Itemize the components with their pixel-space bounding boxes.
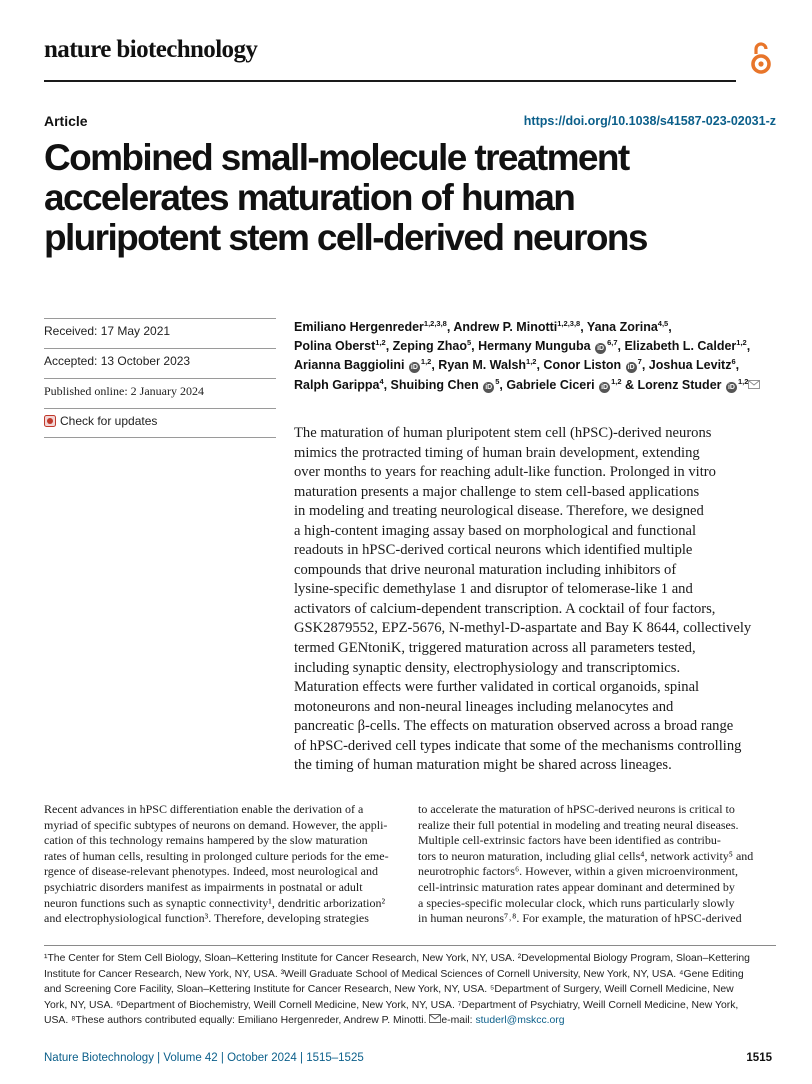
footnote-rule (44, 945, 776, 946)
header-rule (44, 80, 736, 82)
orcid-icon[interactable]: iD (410, 364, 418, 372)
body-column-right (418, 802, 778, 927)
body-line: realize their full potential in modeling and treating neural diseases. (418, 817, 739, 832)
body-line: rgence of disease-relevant phenotypes. Indeed, most neurological and (44, 864, 378, 879)
abstract-line: the timing of human maturation might be shared across lineages. (294, 757, 672, 774)
title-line: accelerates maturation of human (44, 177, 575, 218)
author-line: Arianna Baggiolini iD$^{1,2}$, Ryan M. Walsh$^{1,2}$, Conor Liston $iD^7$, Joshua Levitz$^6$, (294, 357, 740, 373)
abstract-line: over months to years for reaching adult-like function. Prolonged in vitro (294, 464, 716, 481)
abstract-line: mimics the protracted timing of human brain development, extending (294, 444, 700, 461)
footer-journal[interactable]: Nature Biotechnology (44, 1052, 154, 1064)
abstract-line: readouts in hPSC-derived cortical neurons which identified multiple (294, 542, 693, 559)
abstract-line: pancreatic β-cells. The effects on maturation observed across a broad range (294, 718, 734, 735)
author-line: Ralph Garippa$^4$, Shuibing Chen $iD^5$, Gabriele Ciceri iD$^{1,2}$ & Lorenz Studer iD$^{1,2}$ (294, 376, 774, 395)
journal-logo: nature biotechnology (44, 36, 258, 63)
abstract (294, 424, 780, 776)
abstract-line: Maturation effects were further validated in cortical organoids, spinal (294, 679, 700, 696)
body-line: cation of this technology remains hampered by the slow maturation (44, 833, 368, 848)
body-line: in human neurons⁷˒⁸. For example, the maturation of hPSC-derived (418, 911, 742, 926)
check-updates-button[interactable] (44, 408, 276, 438)
article-type-label: Article (44, 113, 88, 129)
abstract-line: GSK2879552, EPZ-5676, N-methyl-D-aspartate and Bay K 8644, collectively (294, 620, 752, 637)
footer-volume: Volume 42 (163, 1052, 218, 1064)
article-history (44, 318, 276, 438)
orcid-icon[interactable]: iD (601, 383, 609, 391)
footnote-line: York, NY, USA. ⁶Department of Biochemistry, Weill Cornell Medicine, New York, NY, USA. ⁷Department of Psychiatry, Weill Cornell Medicine, New York, (44, 999, 739, 1011)
footer-pages: 1515–1525 (306, 1052, 364, 1064)
orcid-icon[interactable]: iD (485, 383, 493, 391)
abstract-line: a high-content imaging assay based on morphological and functional (294, 522, 697, 539)
article-title (44, 138, 784, 258)
footer-citation: Nature Biotechnology | Volume 42 | October 2024 | 1515–1525 (44, 1052, 364, 1064)
open-access-icon (748, 40, 774, 76)
abstract-line: motoneurons and non-neural lineages including melanocytes and (294, 698, 674, 715)
footnote-line: ¹The Center for Stem Cell Biology, Sloan–Kettering Institute for Cancer Research, New York, NY, USA. ²Developmental Biology Program, Sloan–Kettering (44, 953, 750, 964)
body-line: neuron functions such as synaptic connectivity¹, dendritic arborization² (44, 895, 386, 910)
received-date: Received: 17 May 2021 (44, 318, 276, 348)
body-column-left (44, 802, 400, 927)
footnote-line-last (44, 1013, 784, 1029)
accepted-date: Accepted: 13 October 2023 (44, 348, 276, 378)
author-line: Emiliano Hergenreder$^{1,2,3,8}$, Andrew P. Minotti$^{1,2,3,8}$, Yana Zorina$^{4,5}$, (294, 318, 672, 334)
footer-date: October 2024 (227, 1052, 297, 1064)
body-line: neurotrophic factors⁶. However, within a given microenvironment, (418, 864, 738, 879)
abstract-line: The maturation of human pluripotent stem cell (hPSC)-derived neurons (294, 425, 712, 441)
footnote-line: and Screening Core Facility, Sloan–Kettering Institute for Cancer Research, New York, NY, USA. ⁵Department of Surgery, Weill Cornell Medicine, New (44, 984, 734, 996)
body-line: psychiatric disorders manifest as impairments in postnatal or adult (44, 879, 363, 894)
abstract-line: lysine-specific demethylase 1 and disruptor of telomerase-like 1 and (294, 581, 693, 598)
abstract-line: including synaptic density, electrophysiology and transcriptomics. (294, 659, 681, 676)
footnote-line: Institute for Cancer Research, New York, NY, USA. ³Weill Graduate School of Medical Sciences of Cornell University, New York, NY, USA. ⁴Gene Editing (44, 968, 744, 980)
mail-icon (429, 1014, 441, 1023)
author-list (294, 318, 774, 395)
body-line: rates of human cells, resulting in prolonged culture periods for the eme- (44, 848, 389, 863)
affiliations (44, 951, 784, 1029)
email-link[interactable]: studerl@mskcc.org (475, 1015, 565, 1027)
email-label: e-mail: (441, 1015, 476, 1027)
check-updates-label: Check for updates (60, 414, 158, 428)
body-line: cell-intrinsic maturation rates appear dominant and determined by (418, 879, 735, 894)
body-line: a species-specific molecular clock, which runs particularly slowly (418, 895, 735, 910)
orcid-icon[interactable]: iD (727, 383, 735, 391)
body-line: and electrophysiological function³. Therefore, developing strategies (44, 911, 369, 926)
body-line: Multiple cell-extrinsic factors have been identified as contribu- (418, 833, 721, 848)
body-line: tors to neuron maturation, including glial cells⁴, network activity⁵ and (418, 848, 754, 863)
abstract-line: compounds that drive neuronal maturation including inhibitors of (294, 561, 677, 578)
mail-icon[interactable] (748, 380, 760, 389)
page-number: 1515 (746, 1052, 772, 1064)
title-line: pluripotent stem cell-derived neurons (44, 217, 647, 258)
author-line: Polina Oberst$^{1,2}$, Zeping Zhao$^5$, Hermany Munguba iD$^{6,7}$, Elizabeth L. Calder$^{1,2}$, (294, 338, 751, 354)
body-line: myriad of specific subtypes of neurons on demand. However, the appli- (44, 817, 388, 832)
abstract-line: in modeling and treating neurological disease. Therefore, we designed (294, 503, 704, 520)
body-line: Recent advances in hPSC differentiation enable the derivation of a (44, 802, 364, 816)
orcid-icon[interactable]: iD (627, 364, 635, 372)
abstract-line: activators of calcium-dependent transcription. A cocktail of four factors, (294, 600, 716, 617)
orcid-icon[interactable]: iD (597, 345, 605, 353)
title-line: Combined small-molecule treatment (44, 137, 629, 178)
check-updates-icon (44, 415, 56, 427)
body-line: to accelerate the maturation of hPSC-derived neurons is critical to (418, 802, 735, 816)
footnote-text: USA. ⁸These authors contributed equally: Emiliano Hergenreder, Andrew P. Minotti. (44, 1015, 427, 1027)
published-date: Published online: 2 January 2024 (44, 378, 276, 408)
abstract-line: of hPSC-derived cell types indicate that some of the mechanisms controlling (294, 737, 742, 754)
doi-link[interactable]: https://doi.org/10.1038/s41587-023-02031-z (523, 114, 776, 128)
abstract-line: maturation presents a major challenge to stem cell-based applications (294, 483, 700, 500)
abstract-line: termed GENtoniK, triggered maturation across all parameters tested, (294, 640, 696, 657)
